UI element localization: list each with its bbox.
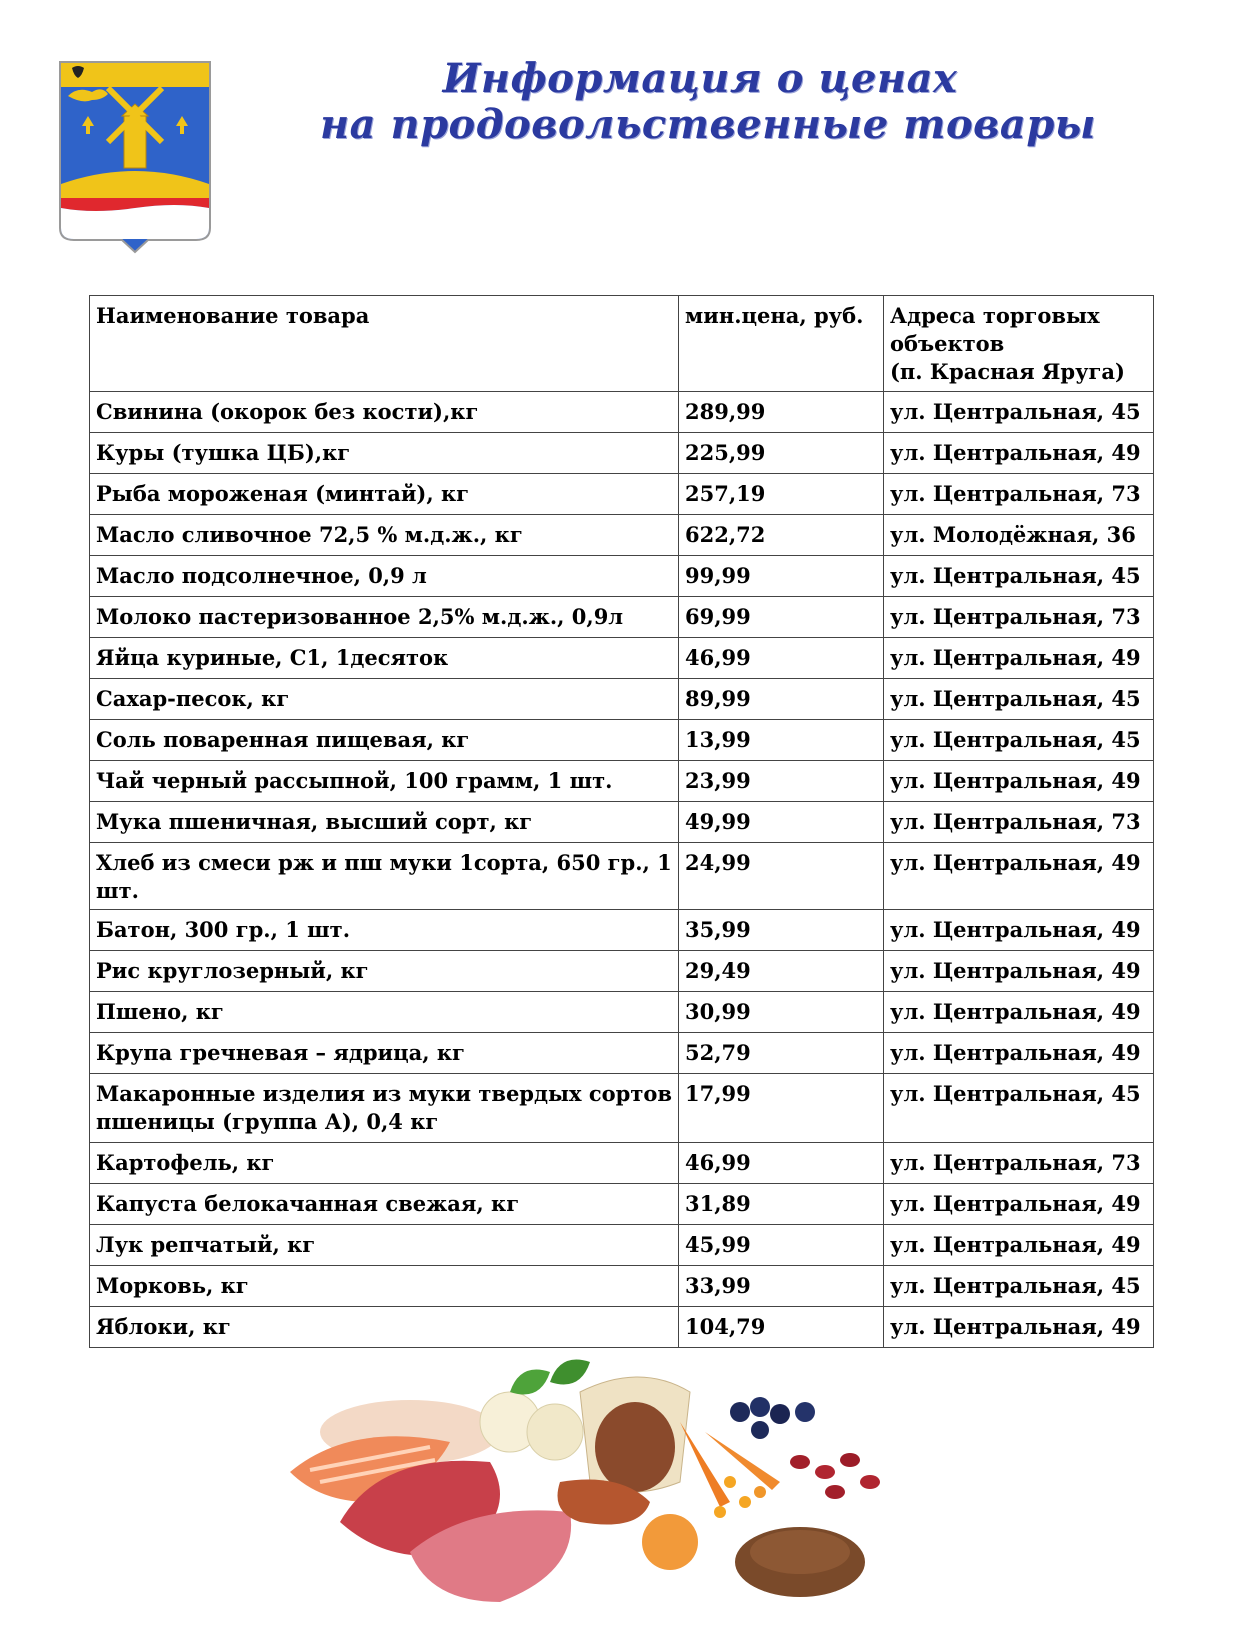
product-name: Свинина (окорок без кости),кг [90, 392, 679, 433]
product-price: 52,79 [679, 1033, 884, 1074]
table-row [90, 1033, 1154, 1074]
title-line-2: на продовольственные товары [320, 101, 1096, 148]
product-price: 89,99 [679, 679, 884, 720]
product-name: Соль поваренная пищевая, кг [90, 720, 679, 761]
product-name: Капуста белокачанная свежая, кг [90, 1184, 679, 1225]
table-row [90, 597, 1154, 638]
table-row [90, 843, 1154, 910]
product-name: Чай черный рассыпной, 100 грамм, 1 шт. [90, 761, 679, 802]
product-price: 23,99 [679, 761, 884, 802]
store-address: ул. Центральная, 45 [884, 1266, 1154, 1307]
table-row [90, 474, 1154, 515]
product-price: 24,99 [679, 843, 884, 910]
product-price: 17,99 [679, 1074, 884, 1143]
product-price: 45,99 [679, 1225, 884, 1266]
table-row [90, 1074, 1154, 1143]
product-name: Батон, 300 гр., 1 шт. [90, 910, 679, 951]
coat-of-arms-image [56, 58, 214, 258]
product-price: 29,49 [679, 951, 884, 992]
table-row [90, 515, 1154, 556]
product-price: 622,72 [679, 515, 884, 556]
table-row [90, 638, 1154, 679]
product-name: Рыба мороженая (минтай), кг [90, 474, 679, 515]
store-address: ул. Центральная, 45 [884, 1074, 1154, 1143]
product-price: 46,99 [679, 1143, 884, 1184]
store-address: ул. Центральная, 49 [884, 1184, 1154, 1225]
product-name: Хлеб из смеси рж и пш муки 1сорта, 650 гр., 1 шт. [90, 843, 679, 910]
product-name: Масло подсолнечное, 0,9 л [90, 556, 679, 597]
store-address: ул. Центральная, 45 [884, 392, 1154, 433]
store-address: ул. Центральная, 45 [884, 556, 1154, 597]
store-address: ул. Центральная, 49 [884, 951, 1154, 992]
product-price: 13,99 [679, 720, 884, 761]
store-address: ул. Центральная, 49 [884, 910, 1154, 951]
product-name: Макаронные изделия из муки твердых сортов пшеницы (группа А), 0,4 кг [90, 1074, 679, 1143]
product-price: 30,99 [679, 992, 884, 1033]
product-price: 49,99 [679, 802, 884, 843]
store-address: ул. Центральная, 49 [884, 1033, 1154, 1074]
header-address-line: (п. Красная Яруга) [890, 359, 1125, 384]
product-price: 46,99 [679, 638, 884, 679]
product-price: 69,99 [679, 597, 884, 638]
store-address: ул. Центральная, 73 [884, 1143, 1154, 1184]
store-address: ул. Центральная, 49 [884, 761, 1154, 802]
table-row [90, 433, 1154, 474]
table-row [90, 679, 1154, 720]
store-address: ул. Центральная, 49 [884, 433, 1154, 474]
store-address: ул. Центральная, 73 [884, 597, 1154, 638]
store-address: ул. Центральная, 73 [884, 802, 1154, 843]
store-address: ул. Центральная, 49 [884, 843, 1154, 910]
header-address [884, 296, 1154, 392]
product-price: 257,19 [679, 474, 884, 515]
table-row [90, 1143, 1154, 1184]
food-products-image [260, 1352, 940, 1647]
table-row [90, 910, 1154, 951]
product-name: Яйца куриные, С1, 1десяток [90, 638, 679, 679]
header-address-line: Адреса торговых [890, 303, 1100, 328]
table-row [90, 802, 1154, 843]
table-row [90, 392, 1154, 433]
table-row [90, 720, 1154, 761]
product-price: 35,99 [679, 910, 884, 951]
product-price: 104,79 [679, 1307, 884, 1348]
product-name: Яблоки, кг [90, 1307, 679, 1348]
header-address-line: объектов [890, 331, 1005, 356]
table-row [90, 761, 1154, 802]
price-table [89, 295, 1154, 1348]
table-row [90, 951, 1154, 992]
product-name: Куры (тушка ЦБ),кг [90, 433, 679, 474]
header-name: Наименование товара [90, 296, 679, 392]
page-title [320, 55, 1096, 148]
product-name: Морковь, кг [90, 1266, 679, 1307]
table-row [90, 1225, 1154, 1266]
product-name: Рис круглозерный, кг [90, 951, 679, 992]
product-name: Лук репчатый, кг [90, 1225, 679, 1266]
product-name: Крупа гречневая – ядрица, кг [90, 1033, 679, 1074]
store-address: ул. Центральная, 73 [884, 474, 1154, 515]
store-address: ул. Центральная, 49 [884, 1225, 1154, 1266]
store-address: ул. Центральная, 49 [884, 1307, 1154, 1348]
store-address: ул. Центральная, 45 [884, 679, 1154, 720]
store-address: ул. Центральная, 49 [884, 638, 1154, 679]
product-price: 99,99 [679, 556, 884, 597]
product-name: Пшено, кг [90, 992, 679, 1033]
product-name: Сахар-песок, кг [90, 679, 679, 720]
table-row [90, 1266, 1154, 1307]
product-price: 33,99 [679, 1266, 884, 1307]
table-header-row [90, 296, 1154, 392]
store-address: ул. Центральная, 49 [884, 992, 1154, 1033]
product-price: 31,89 [679, 1184, 884, 1225]
store-address: ул. Молодёжная, 36 [884, 515, 1154, 556]
table-row [90, 556, 1154, 597]
table-row [90, 1184, 1154, 1225]
store-address: ул. Центральная, 45 [884, 720, 1154, 761]
table-row [90, 1307, 1154, 1348]
table-row [90, 992, 1154, 1033]
title-line-1: Информация о ценах [442, 55, 958, 102]
header-price: мин.цена, руб. [679, 296, 884, 392]
product-name: Мука пшеничная, высший сорт, кг [90, 802, 679, 843]
product-name: Молоко пастеризованное 2,5% м.д.ж., 0,9л [90, 597, 679, 638]
product-name: Масло сливочное 72,5 % м.д.ж., кг [90, 515, 679, 556]
product-name: Картофель, кг [90, 1143, 679, 1184]
product-price: 289,99 [679, 392, 884, 433]
product-price: 225,99 [679, 433, 884, 474]
